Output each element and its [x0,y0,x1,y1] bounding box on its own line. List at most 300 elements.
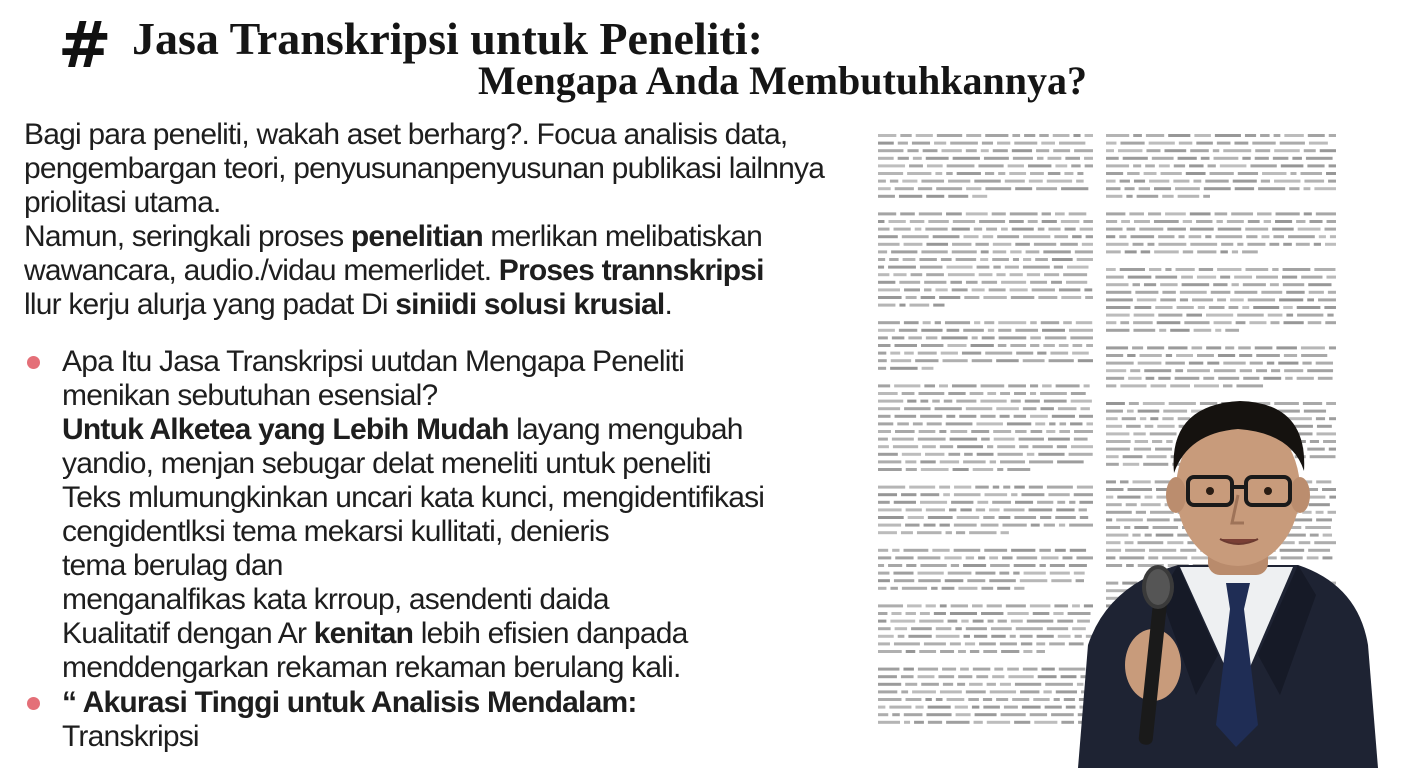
doc-word [1047,180,1072,183]
doc-word [1027,620,1054,623]
doc-word [1015,683,1041,686]
doc-word [1044,400,1067,403]
doc-word [1015,329,1038,332]
doc-word [1239,354,1252,357]
doc-word [878,220,884,223]
text-run: layang mengubah [508,413,743,446]
doc-word [1076,180,1084,183]
doc-word [1037,501,1053,504]
doc-word [1297,377,1314,380]
doc-word [1023,668,1038,671]
doc-word [1158,235,1174,238]
doc-word [1190,243,1217,246]
doc-word [1057,445,1067,448]
doc-word [1106,220,1117,223]
doc-word [1146,149,1160,152]
doc-word [1154,220,1179,223]
doc-word [981,149,989,152]
doc-word [878,296,902,299]
doc-word [1012,228,1034,231]
doc-word [926,243,948,246]
text-line [62,345,892,379]
doc-word [939,430,946,433]
doc-word [908,336,922,339]
doc-word [1255,149,1270,152]
doc-word [888,564,902,567]
text-run: priolitasi utama. [24,186,221,219]
doc-word [987,604,1002,607]
doc-word [1243,283,1266,286]
doc-word [902,453,921,456]
doc-word [940,604,947,607]
doc-word [1011,549,1035,552]
doc-word [925,453,944,456]
doc-word [921,468,949,471]
doc-word [1010,288,1028,291]
doc-word [1010,344,1026,347]
doc-word [939,384,948,387]
doc-word [1126,195,1132,198]
doc-word [1220,250,1227,253]
doc-word [1215,134,1241,137]
doc-word [1019,445,1028,448]
doc-word [1002,556,1013,559]
doc-word [982,336,995,339]
doc-word [975,243,988,246]
doc-word [940,690,962,693]
doc-word [979,220,1005,223]
doc-word [1057,501,1065,504]
doc-word [1045,336,1066,339]
doc-word [890,587,897,590]
doc-word [915,359,938,362]
doc-word [906,468,917,471]
doc-word [953,468,969,471]
doc-word [878,460,901,463]
doc-word [954,524,977,527]
doc-word [1008,164,1024,167]
doc-word [899,304,905,307]
doc-word [1283,306,1292,309]
doc-word [966,556,974,559]
doc-word [1013,572,1019,575]
doc-word [1324,306,1336,309]
doc-word [1025,400,1040,403]
doc-word [1040,564,1046,567]
doc-word [954,549,981,552]
doc-word [1106,329,1129,332]
doc-word [1023,235,1050,238]
doc-word [1256,354,1280,357]
doc-word [894,501,916,504]
doc-word [1296,243,1310,246]
doc-word [1304,149,1316,152]
doc-word [973,668,991,671]
doc-word [906,612,916,615]
bullet-dot-icon [27,356,40,369]
doc-word [1083,220,1093,223]
doc-word [1017,556,1038,559]
bold-text-run: siniidi solusi krusial [395,288,665,321]
doc-word [974,721,983,724]
doc-word [947,344,966,347]
doc-word [926,336,937,339]
doc-word [1232,283,1239,286]
doc-word [1217,142,1231,145]
intro-paragraph [24,118,854,322]
doc-word [1214,369,1236,372]
doc-word [1059,524,1065,527]
doc-word [997,142,1010,145]
doc-word [1135,291,1158,294]
doc-word [1000,415,1010,418]
doc-word [951,564,959,567]
doc-word [1085,164,1093,167]
doc-word [997,445,1015,448]
doc-word [970,392,984,395]
doc-word [1014,486,1025,489]
doc-word [1246,235,1257,238]
doc-word [901,690,908,693]
doc-word [936,627,952,630]
doc-word [906,508,922,511]
doc-word [1289,187,1299,190]
title-line-1: Jasa Transkripsi untuk Peneliti: [132,13,763,64]
doc-word [943,359,968,362]
doc-word [900,212,915,215]
doc-word [1214,157,1239,160]
text-run: Transkripsi [62,720,199,753]
doc-word [1284,369,1303,372]
doc-word [1213,149,1219,152]
doc-word [1267,362,1274,365]
doc-word [934,612,946,615]
doc-word [895,187,914,190]
doc-word [1052,258,1073,261]
text-line [24,220,854,254]
doc-word [975,713,997,716]
doc-word [1223,149,1251,152]
doc-word [1227,220,1244,223]
doc-word [1030,336,1041,339]
doc-word [954,493,981,496]
doc-word [1106,149,1114,152]
doc-word [878,172,903,175]
doc-word [1072,235,1082,238]
doc-word [1218,354,1235,357]
doc-word [1011,400,1021,403]
doc-word [1060,243,1078,246]
doc-word [1215,212,1228,215]
doc-word [1054,698,1060,701]
text-line [24,288,854,322]
doc-word [918,187,932,190]
doc-word [890,367,917,370]
doc-word [1218,377,1239,380]
doc-word [1193,180,1201,183]
doc-word [878,453,898,456]
doc-word [1042,329,1065,332]
doc-word [998,620,1007,623]
doc-word [924,642,946,645]
doc-word [992,258,1009,261]
doc-word [974,635,987,638]
doc-word [895,556,913,559]
doc-word [1258,187,1285,190]
doc-word [1329,134,1336,137]
doc-word [1008,384,1026,387]
doc-word [906,698,922,701]
doc-word [981,587,993,590]
doc-word [1069,329,1093,332]
doc-word [894,642,920,645]
doc-word [1164,149,1186,152]
doc-word [987,683,996,686]
doc-word [909,486,935,489]
doc-word [904,243,923,246]
doc-word [956,400,976,403]
doc-word [1249,321,1266,324]
doc-word [942,668,956,671]
doc-word [958,675,972,678]
doc-word [1253,306,1279,309]
doc-word [969,683,983,686]
doc-word [966,627,987,630]
doc-word [1167,228,1186,231]
doc-word [1037,635,1054,638]
doc-word [918,579,940,582]
doc-word [1132,346,1143,349]
doc-word [980,415,995,418]
doc-word [1053,134,1070,137]
doc-word [919,212,942,215]
doc-word [968,698,979,701]
text-run: Namun, seringkali proses [24,220,351,253]
doc-word [1320,149,1336,152]
doc-word [982,142,993,145]
doc-word [901,531,913,534]
doc-word [984,549,1007,552]
doc-word [894,384,920,387]
doc-word [1275,220,1292,223]
doc-word [1035,422,1045,425]
doc-word [998,172,1005,175]
doc-word [878,142,894,145]
doc-word [1066,281,1087,284]
doc-word [958,587,977,590]
doc-word [1029,180,1043,183]
doc-word [893,445,918,448]
doc-word [1134,314,1155,317]
doc-word [985,172,994,175]
doc-word [1120,384,1146,387]
doc-word [1010,212,1038,215]
doc-word [878,228,890,231]
doc-word [997,235,1019,238]
doc-word [935,172,942,175]
doc-word [1054,266,1063,269]
doc-word [950,438,978,441]
doc-word [1183,220,1192,223]
doc-word [924,384,935,387]
doc-word [1261,180,1270,183]
doc-word [952,243,971,246]
doc-word [1229,306,1239,309]
doc-word [904,407,930,410]
doc-word [961,620,968,623]
doc-word [1027,453,1034,456]
doc-word [998,453,1023,456]
doc-word [1001,531,1009,534]
doc-word [1217,298,1226,301]
doc-word [1140,354,1162,357]
doc-word [1272,268,1278,271]
doc-word [1029,508,1053,511]
doc-word [923,149,938,152]
doc-word [1015,501,1033,504]
doc-word [1031,524,1040,527]
doc-word [914,721,924,724]
doc-word [1038,228,1045,231]
doc-word [898,142,908,145]
doc-word [1133,329,1155,332]
doc-word [977,501,988,504]
doc-word [918,438,946,441]
page-title [58,8,1178,110]
doc-word [947,698,965,701]
doc-word [1182,283,1210,286]
doc-word [971,344,994,347]
doc-word [1023,359,1045,362]
doc-word [1268,314,1283,317]
doc-word [941,336,967,339]
doc-word [1155,306,1172,309]
doc-word [1324,228,1336,231]
doc-word [946,531,952,534]
doc-word [1283,321,1303,324]
doc-word [1106,195,1122,198]
doc-word [1220,276,1230,279]
doc-word [915,228,922,231]
doc-word [878,438,888,441]
doc-word [1216,220,1222,223]
doc-word [998,329,1011,332]
doc-word [1007,468,1030,471]
doc-word [904,721,910,724]
doc-word [920,400,928,403]
doc-word [1030,415,1048,418]
doc-word [966,407,992,410]
doc-word [892,549,899,552]
doc-word [878,266,884,269]
text-line [62,686,892,720]
doc-word [1106,228,1123,231]
doc-word [966,134,981,137]
doc-word [1040,392,1067,395]
text-run: Apa Itu Jasa Transkripsi uutdan Mengapa Peneliti [62,345,684,378]
doc-word [1015,430,1026,433]
doc-word [1211,291,1231,294]
doc-word [1076,321,1092,324]
bullet-dot-icon [27,697,40,710]
doc-word [1016,627,1043,630]
doc-word [1106,283,1129,286]
doc-word [994,668,1003,671]
doc-word [1106,384,1116,387]
doc-word [878,572,889,575]
doc-word [934,142,946,145]
doc-word [1134,180,1145,183]
doc-word [1152,157,1174,160]
doc-word [964,453,973,456]
doc-word [948,572,972,575]
doc-word [993,430,1011,433]
doc-word [1144,283,1156,286]
doc-word [890,180,898,183]
doc-word [1007,612,1028,615]
doc-word [1042,668,1055,671]
doc-word [1054,235,1068,238]
doc-word [942,587,955,590]
doc-word [1106,172,1123,175]
doc-word [1021,642,1032,645]
doc-word [1041,556,1058,559]
doc-word [1004,508,1025,511]
doc-word [1042,384,1052,387]
doc-word [963,564,986,567]
doc-word [1247,243,1265,246]
doc-word [918,675,935,678]
doc-word [878,149,903,152]
doc-word [920,501,947,504]
doc-word [1233,180,1257,183]
doc-word [878,721,900,724]
doc-word [992,675,1004,678]
doc-word [962,352,981,355]
doc-word [983,706,1000,709]
doc-word [1139,187,1150,190]
doc-word [891,359,911,362]
doc-word [1196,220,1212,223]
doc-word [1282,276,1297,279]
doc-word [957,445,983,448]
doc-word [878,407,900,410]
doc-word [1261,235,1269,238]
doc-word [1175,187,1200,190]
doc-word [1316,212,1336,215]
doc-word [1178,157,1197,160]
doc-word [1166,354,1172,357]
doc-word [1261,291,1282,294]
doc-word [972,706,979,709]
doc-word [1071,164,1080,167]
doc-word [985,493,1008,496]
doc-word [1225,346,1234,349]
doc-word [1043,690,1051,693]
doc-word [920,564,946,567]
doc-word [900,134,911,137]
doc-word [1106,276,1124,279]
doc-word [997,587,1010,590]
doc-word [899,195,922,198]
doc-word [966,212,988,215]
doc-word [952,288,968,291]
doc-word [1230,298,1244,301]
doc-word [878,690,897,693]
doc-word [1014,721,1030,724]
doc-word [1223,384,1232,387]
doc-word [916,134,933,137]
